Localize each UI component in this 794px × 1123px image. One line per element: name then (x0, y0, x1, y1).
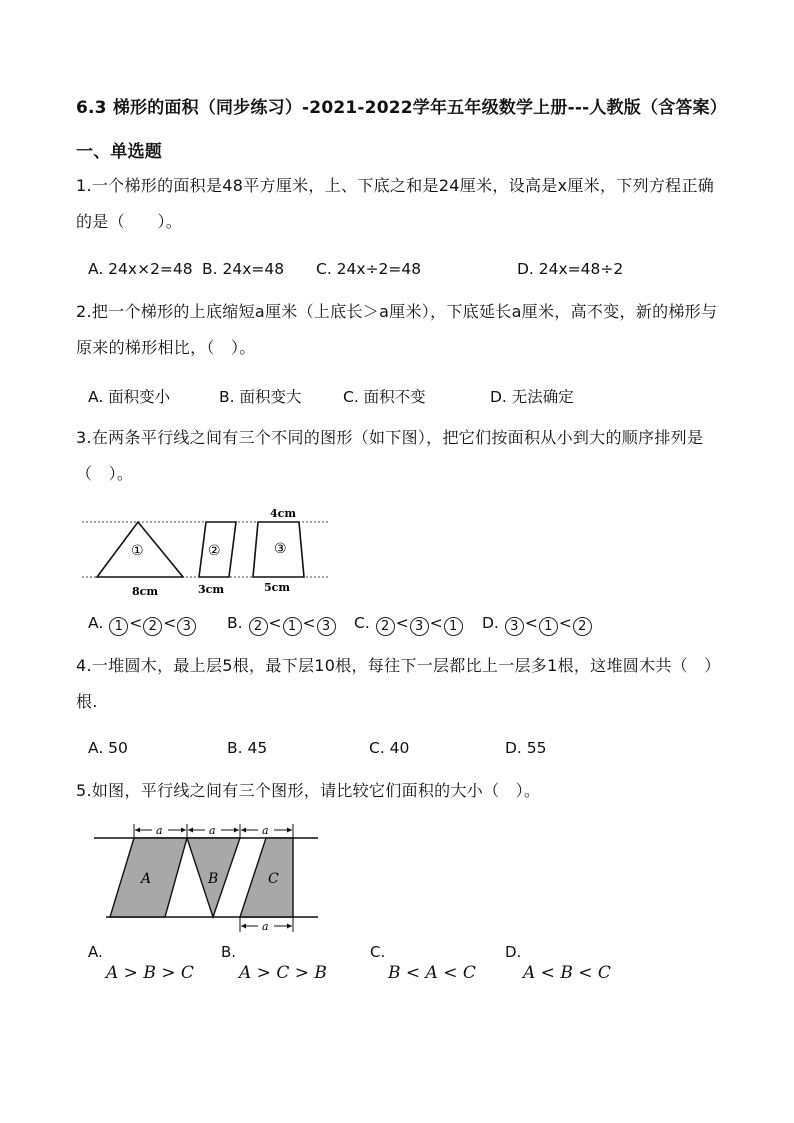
q4-option-c[interactable]: C. 40 (369, 739, 410, 757)
q3-label-2: ② (208, 543, 221, 559)
q3-figure (80, 504, 340, 600)
q3-option-c-lt1: < (395, 614, 409, 632)
q5-option-c-expr: B < A < C (388, 963, 476, 983)
q4-option-d[interactable]: D. 55 (505, 739, 547, 757)
q5-option-c[interactable] (370, 943, 476, 983)
q5-shape-c (240, 838, 293, 917)
q1-option-d[interactable]: D. 24x=48÷2 (517, 260, 624, 278)
q5-option-c-letter: C. (370, 943, 386, 961)
q5-dim-a-1: a (156, 824, 163, 837)
q5-option-d[interactable] (505, 943, 611, 983)
q3-option-c-c1: 2 (376, 617, 395, 636)
q3-option-a-c2: 2 (143, 617, 162, 636)
q5-label-c: C (268, 871, 279, 887)
q3-option-d-c2: 1 (539, 617, 558, 636)
q5-figure (90, 818, 320, 936)
q1-option-a[interactable]: A. 24x×2=48 (88, 260, 193, 278)
q3-dim-3cm: 3cm (198, 583, 224, 596)
q3-option-b-c1: 2 (249, 617, 268, 636)
q3-option-d[interactable] (482, 614, 593, 636)
q5-dim-a-4: a (262, 920, 269, 933)
q3-label-1: ① (131, 543, 144, 559)
q5-option-b-letter: B. (221, 943, 237, 961)
q2-option-d[interactable]: D. 无法确定 (490, 388, 574, 406)
question-4-text: 4.一堆圆木，最上层5根，最下层10根，每往下一层都比上一层多1根，这堆圆木共（ ）根. (76, 656, 721, 711)
q3-option-b[interactable] (227, 614, 337, 636)
q5-dim-a-2: a (209, 824, 216, 837)
q3-dim-5cm: 5cm (264, 581, 290, 594)
q3-option-b-c2: 1 (283, 617, 302, 636)
q5-dim-a-3: a (262, 824, 269, 837)
q5-label-b: B (208, 871, 219, 887)
question-2-options (88, 385, 728, 409)
q3-option-d-c1: 3 (505, 617, 524, 636)
q3-option-a[interactable] (88, 614, 197, 636)
q3-option-a-c3: 3 (177, 617, 196, 636)
q1-option-b[interactable]: B. 24x=48 (202, 260, 285, 278)
q3-label-3: ③ (274, 541, 287, 557)
question-3-text: 3.在两条平行线之间有三个不同的图形（如下图），把它们按面积从小到大的顺序排列是（ ）。 (76, 428, 704, 483)
q3-option-c-lt2: < (429, 614, 443, 632)
q3-option-a-c1: 1 (109, 617, 128, 636)
q5-option-a-letter: A. (88, 943, 103, 961)
q2-option-a[interactable]: A. 面积变小 (88, 388, 171, 406)
q4-option-b[interactable]: B. 45 (227, 739, 268, 757)
q5-label-a: A (141, 871, 152, 887)
q3-option-d-lt2: < (558, 614, 572, 632)
q3-option-c-c2: 3 (410, 617, 429, 636)
q1-option-c[interactable]: C. 24x÷2=48 (316, 260, 422, 278)
q3-option-d-c3: 2 (573, 617, 592, 636)
q5-option-a[interactable] (88, 943, 194, 983)
q3-option-a-lt1: < (129, 614, 143, 632)
question-1-options (88, 260, 728, 284)
q3-option-a-letter: A. (88, 614, 104, 632)
q5-option-d-letter: D. (505, 943, 522, 961)
question-1-text: 1.一个梯形的面积是48平方厘米，上、下底之和是24厘米，设高是x厘米，下列方程正确的是（ ）。 (76, 176, 715, 231)
question-2-text: 2.把一个梯形的上底缩短a厘米（上底长＞a厘米），下底延长a厘米，高不变，新的梯形与原来的梯形相比，（ ）。 (76, 302, 718, 357)
q3-option-d-lt1: < (524, 614, 538, 632)
q3-option-a-lt2: < (163, 614, 177, 632)
q5-option-d-expr: A < B < C (523, 963, 611, 983)
q2-option-c[interactable]: C. 面积不变 (343, 388, 426, 406)
q3-option-b-lt1: < (268, 614, 282, 632)
q3-option-c-letter: C. (354, 614, 370, 632)
question-3-options (88, 614, 728, 638)
q3-option-b-letter: B. (227, 614, 243, 632)
q3-option-b-c3: 3 (317, 617, 336, 636)
q3-option-c[interactable] (354, 614, 464, 636)
q5-option-b-expr: A > C > B (239, 963, 327, 983)
q3-option-c-c3: 1 (444, 617, 463, 636)
q3-dim-8cm: 8cm (132, 585, 158, 598)
question-4-options (88, 739, 728, 763)
q5-option-b[interactable] (221, 943, 327, 983)
q5-option-a-expr: A > B > C (106, 963, 194, 983)
q4-option-a[interactable]: A. 50 (88, 739, 128, 757)
q3-dim-4cm: 4cm (270, 507, 296, 520)
q3-option-d-letter: D. (482, 614, 499, 632)
q3-option-b-lt2: < (302, 614, 316, 632)
worksheet-title: 6.3 梯形的面积（同步练习）-2021-2022学年五年级数学上册---人教版（含答案）一、单选题 (76, 98, 719, 162)
question-5-text: 5.如图，平行线之间有三个图形，请比较它们面积的大小（ ）。 (76, 781, 541, 800)
q2-option-b[interactable]: B. 面积变大 (219, 388, 302, 406)
